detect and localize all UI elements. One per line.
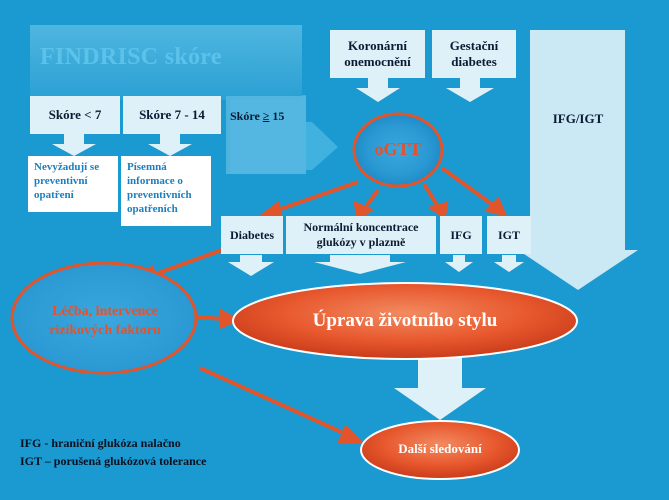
ogtt-label: oGTT xyxy=(374,139,422,159)
followup-label: Další sledování xyxy=(398,441,482,456)
gestational-diabetes-box: Gestační diabetes xyxy=(432,30,516,78)
page-title: FINDRISC skóre xyxy=(40,44,222,70)
score-ge15-label: Skóre ≥ 15 xyxy=(230,109,285,123)
legend-igt: IGT – porušená glukózová tolerance xyxy=(20,454,207,468)
score-7-14-box: Skóre 7 - 14 xyxy=(123,96,221,134)
normal-glucose-box: Normální koncentrace glukózy v plazmě xyxy=(286,216,436,254)
note-written-info: Písemná informace o preventivních opatřeních xyxy=(121,156,211,226)
legend-ifg: IFG - hraniční glukóza nalačno xyxy=(20,436,181,450)
treatment-label: Léčba, intervence rizikových faktoru xyxy=(49,304,161,338)
ifg-igt-label: IFG/IGT xyxy=(552,111,604,126)
diabetes-box: Diabetes xyxy=(221,216,283,254)
score-lt7-box: Skóre < 7 xyxy=(30,96,120,134)
lifestyle-label: Úprava životního stylu xyxy=(312,310,498,331)
ifg-box: IFG xyxy=(440,216,482,254)
note-no-prevention: Nevyžadují se preventivní opatření xyxy=(28,156,118,212)
coronary-disease-box: Koronární onemocnění xyxy=(330,30,425,78)
igt-box: IGT xyxy=(487,216,531,254)
